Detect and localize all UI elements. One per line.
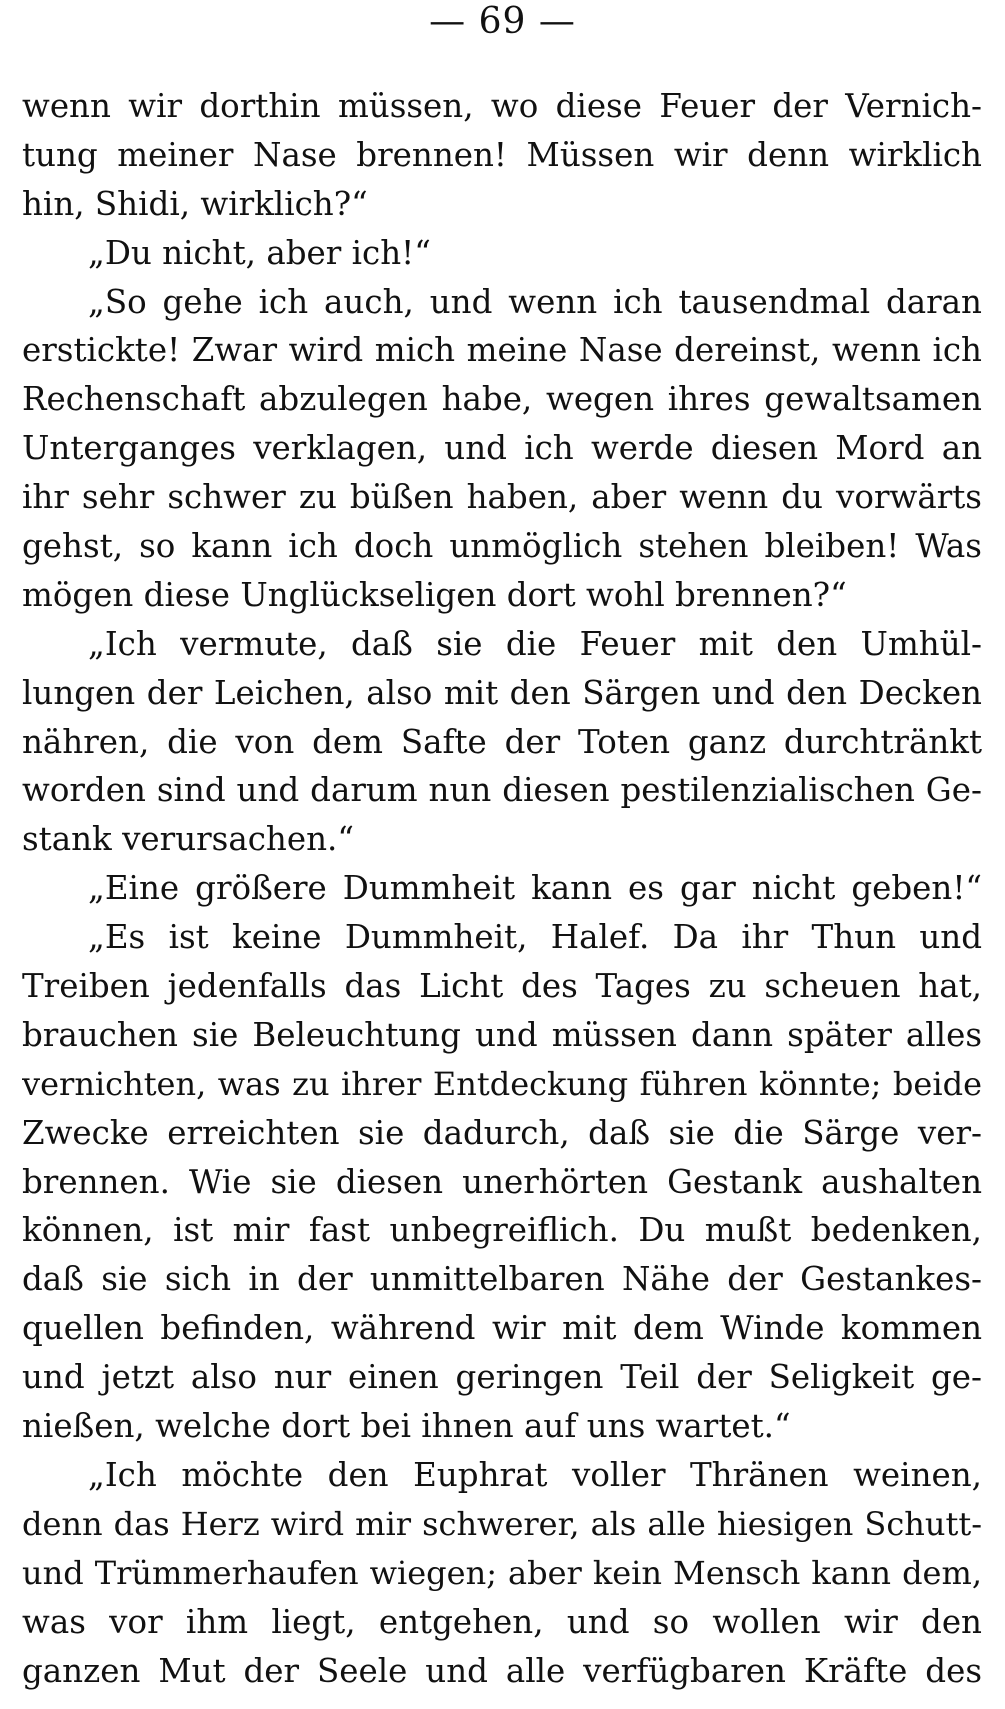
text-line: „Es ist keine Dummheit, Halef. Da ihr Thun und [88, 918, 982, 957]
text-line: und Trümmerhaufen wiegen; aber kein Mensch kann dem, [22, 1553, 982, 1592]
text-line: stank verursachen.“ [22, 820, 354, 859]
text-line: ihr sehr schwer zu büßen haben, aber wenn du vorwärts [22, 478, 982, 517]
text-line: was vor ihm liegt, entgehen, und so wollen wir den [22, 1602, 982, 1641]
text-line: worden sind und darum nun diesen pestilenzialischen Ge- [22, 771, 982, 810]
text-line: brennen. Wie sie diesen unerhörten Gestank aushalten [22, 1162, 982, 1201]
text-line: erstickte! Zwar wird mich meine Nase dereinst, wenn ich [22, 331, 982, 370]
text-line: Zwecke erreichten sie dadurch, daß sie die Särge ver- [22, 1113, 982, 1152]
text-line: „Eine größere Dummheit kann es gar nicht geben!“ [88, 869, 982, 908]
text-line: brauchen sie Beleuchtung und müssen dann später alles [22, 1015, 982, 1054]
text-line: Rechenschaft abzulegen habe, wegen ihres gewaltsamen [22, 380, 982, 419]
text-line: quellen befinden, während wir mit dem Winde kommen [22, 1309, 982, 1348]
text-line: und jetzt also nur einen geringen Teil der Seligkeit ge- [22, 1358, 982, 1397]
text-line: lungen der Leichen, also mit den Särgen und den Decken [22, 673, 982, 712]
text-line: „Du nicht, aber ich!“ [88, 233, 431, 272]
text-line: wenn wir dorthin müssen, wo diese Feuer der Vernich- [22, 87, 982, 125]
text-line: gehst, so kann ich doch unmöglich stehen bleiben! Was [22, 527, 982, 566]
body-text [22, 82, 982, 1695]
text-line: mögen diese Unglückseligen dort wohl brennen?“ [22, 575, 847, 614]
text-line: Treiben jedenfalls das Licht des Tages zu scheuen hat, [22, 967, 982, 1006]
text-line: vernichten, was zu ihrer Entdeckung führen könnte; beide [22, 1064, 982, 1103]
text-line: hin, Shidi, wirklich?“ [22, 184, 368, 223]
text-line: ganzen Mut der Seele und alle verfügbaren Kräfte des [22, 1651, 982, 1690]
page-number: — 69 — [429, 1, 576, 42]
text-line: „Ich vermute, daß sie die Feuer mit den Umhül- [88, 624, 982, 663]
text-line: nähren, die von dem Safte der Toten ganz durchtränkt [22, 722, 982, 761]
text-line: tung meiner Nase brennen! Müssen wir denn wirklich [22, 135, 982, 174]
text-line: „Ich möchte den Euphrat voller Thränen weinen, [88, 1455, 982, 1494]
text-line: daß sie sich in der unmittelbaren Nähe der Gestankes- [22, 1260, 982, 1299]
text-line: nießen, welche dort bei ihnen auf uns wartet.“ [22, 1407, 791, 1446]
text-line: denn das Herz wird mir schwerer, als alle hiesigen Schutt- [22, 1504, 982, 1543]
text-line: Unterganges verklagen, und ich werde diesen Mord an [22, 429, 982, 468]
text-line: können, ist mir fast unbegreiflich. Du mußt bedenken, [22, 1211, 982, 1250]
text-line: „So gehe ich auch, und wenn ich tausendmal daran [88, 282, 982, 321]
